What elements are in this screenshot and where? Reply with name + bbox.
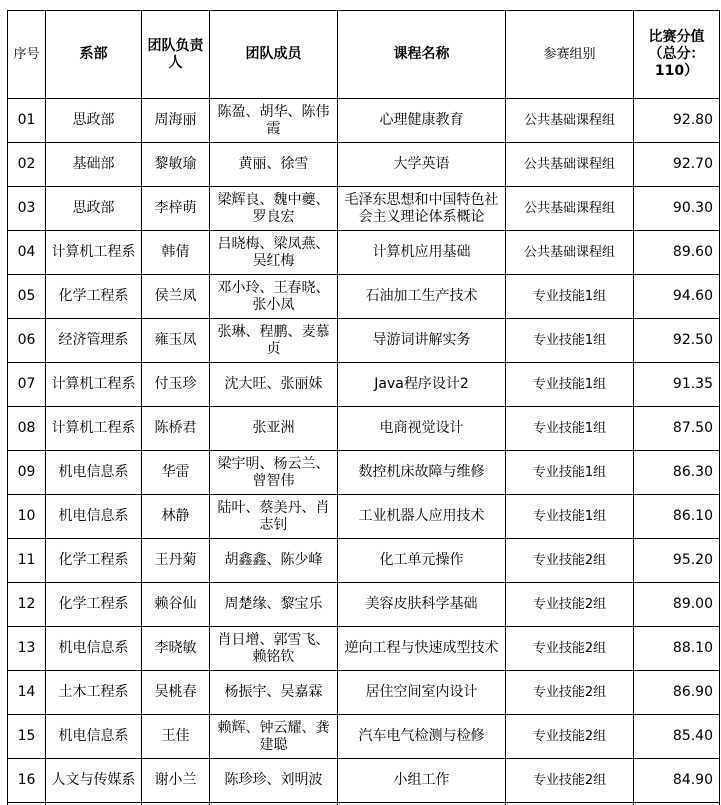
cell-no: 04 [8, 231, 46, 275]
cell-leader: 华雷 [142, 451, 210, 495]
cell-score: 94.60 [634, 275, 720, 319]
cell-group: 专业技能2组 [506, 715, 634, 759]
cell-no: 16 [8, 759, 46, 803]
cell-score: 89.00 [634, 583, 720, 627]
cell-members: 肖日增、郭雪飞、赖铭钦 [210, 627, 338, 671]
cell-score: 91.35 [634, 363, 720, 407]
cell-group: 专业技能2组 [506, 583, 634, 627]
cell-members: 梁宇明、杨云兰、曾智伟 [210, 451, 338, 495]
cell-dept: 经济管理系 [46, 319, 142, 363]
cell-group: 专业技能1组 [506, 451, 634, 495]
cell-course: 美容皮肤科学基础 [338, 583, 506, 627]
cell-group: 专业技能2组 [506, 627, 634, 671]
cell-members: 邓小玲、王春晓、张小凤 [210, 275, 338, 319]
cell-leader: 李晓敏 [142, 627, 210, 671]
cell-leader: 陈桥君 [142, 407, 210, 451]
cell-members: 梁辉良、魏中夔、罗良宏 [210, 187, 338, 231]
cell-score: 86.30 [634, 451, 720, 495]
header-score: 比赛分值（总分：110） [634, 11, 720, 99]
table-row [8, 539, 720, 583]
cell-score: 87.50 [634, 407, 720, 451]
cell-members: 吕晓梅、梁凤燕、吴红梅 [210, 231, 338, 275]
header-group: 参赛组别 [506, 11, 634, 99]
cell-leader: 赖谷仙 [142, 583, 210, 627]
cell-members: 陆叶、蔡美丹、肖志钊 [210, 495, 338, 539]
table-row [8, 451, 720, 495]
cell-group: 专业技能2组 [506, 671, 634, 715]
cell-dept: 思政部 [46, 187, 142, 231]
table-row [8, 407, 720, 451]
cell-group: 专业技能2组 [506, 539, 634, 583]
cell-dept: 化学工程系 [46, 583, 142, 627]
cell-group: 公共基础课程组 [506, 231, 634, 275]
cell-leader: 李梓萌 [142, 187, 210, 231]
cell-course: 居住空间室内设计 [338, 671, 506, 715]
cell-no: 11 [8, 539, 46, 583]
cell-score: 86.90 [634, 671, 720, 715]
cell-no: 14 [8, 671, 46, 715]
cell-dept: 机电信息系 [46, 715, 142, 759]
cell-score: 92.70 [634, 143, 720, 187]
cell-no: 01 [8, 99, 46, 143]
cell-group: 公共基础课程组 [506, 187, 634, 231]
cell-members: 陈珍珍、刘明波 [210, 759, 338, 803]
cell-leader: 侯兰凤 [142, 275, 210, 319]
cell-score: 95.20 [634, 539, 720, 583]
cell-dept: 计算机工程系 [46, 407, 142, 451]
cell-course: 计算机应用基础 [338, 231, 506, 275]
cell-members: 陈盈、胡华、陈伟霞 [210, 99, 338, 143]
cell-dept: 机电信息系 [46, 495, 142, 539]
table-row [8, 715, 720, 759]
table-row [8, 187, 720, 231]
cell-dept: 计算机工程系 [46, 363, 142, 407]
cell-leader: 韩倩 [142, 231, 210, 275]
cell-course: 大学英语 [338, 143, 506, 187]
cell-leader: 林静 [142, 495, 210, 539]
cell-score: 90.30 [634, 187, 720, 231]
table-row [8, 275, 720, 319]
cell-course: 石油加工生产技术 [338, 275, 506, 319]
table-row [8, 231, 720, 275]
table-row [8, 319, 720, 363]
cell-dept: 土木工程系 [46, 671, 142, 715]
cell-no: 03 [8, 187, 46, 231]
cell-course: 电商视觉设计 [338, 407, 506, 451]
cell-course: 小组工作 [338, 759, 506, 803]
cell-leader: 吴桃春 [142, 671, 210, 715]
cell-leader: 付玉珍 [142, 363, 210, 407]
cell-dept: 化学工程系 [46, 539, 142, 583]
cell-members: 赖辉、钟云耀、龚建聪 [210, 715, 338, 759]
cell-course: 毛泽东思想和中国特色社会主义理论体系概论 [338, 187, 506, 231]
table-row [8, 627, 720, 671]
cell-course: 化工单元操作 [338, 539, 506, 583]
cell-group: 公共基础课程组 [506, 143, 634, 187]
cell-members: 胡鑫鑫、陈少峰 [210, 539, 338, 583]
cell-leader: 黎敏瑜 [142, 143, 210, 187]
cell-group: 专业技能1组 [506, 363, 634, 407]
cell-dept: 机电信息系 [46, 627, 142, 671]
cell-no: 05 [8, 275, 46, 319]
cell-no: 12 [8, 583, 46, 627]
cell-members: 张琳、程鹏、麦慕贞 [210, 319, 338, 363]
header-dept: 系部 [46, 11, 142, 99]
table-row [8, 671, 720, 715]
cell-no: 13 [8, 627, 46, 671]
cell-course: 数控机床故障与维修 [338, 451, 506, 495]
cell-course: 工业机器人应用技术 [338, 495, 506, 539]
cell-score: 92.50 [634, 319, 720, 363]
cell-no: 15 [8, 715, 46, 759]
cell-dept: 化学工程系 [46, 275, 142, 319]
cell-score: 84.90 [634, 759, 720, 803]
cell-no: 02 [8, 143, 46, 187]
cell-course: Java程序设计2 [338, 363, 506, 407]
cell-group: 公共基础课程组 [506, 99, 634, 143]
cell-members: 黄丽、徐雪 [210, 143, 338, 187]
cell-group: 专业技能2组 [506, 759, 634, 803]
cell-no: 06 [8, 319, 46, 363]
cell-group: 专业技能1组 [506, 495, 634, 539]
table-row [8, 495, 720, 539]
results-table [7, 10, 720, 805]
cell-leader: 谢小兰 [142, 759, 210, 803]
cell-members: 张亚洲 [210, 407, 338, 451]
cell-group: 专业技能1组 [506, 275, 634, 319]
cell-dept: 计算机工程系 [46, 231, 142, 275]
header-no: 序号 [8, 11, 46, 99]
table-row [8, 363, 720, 407]
table-row [8, 99, 720, 143]
cell-course: 心理健康教育 [338, 99, 506, 143]
cell-score: 86.10 [634, 495, 720, 539]
header-row [8, 11, 720, 99]
cell-score: 88.10 [634, 627, 720, 671]
cell-leader: 雍玉凤 [142, 319, 210, 363]
cell-leader: 周海丽 [142, 99, 210, 143]
cell-group: 专业技能1组 [506, 319, 634, 363]
cell-course: 导游词讲解实务 [338, 319, 506, 363]
cell-members: 杨振宇、吴嘉霖 [210, 671, 338, 715]
cell-score: 89.60 [634, 231, 720, 275]
cell-leader: 王丹菊 [142, 539, 210, 583]
table-row [8, 143, 720, 187]
table-row [8, 759, 720, 803]
cell-group: 专业技能1组 [506, 407, 634, 451]
cell-no: 08 [8, 407, 46, 451]
table-body [8, 99, 720, 805]
cell-dept: 基础部 [46, 143, 142, 187]
cell-no: 07 [8, 363, 46, 407]
cell-no: 10 [8, 495, 46, 539]
cell-score: 92.80 [634, 99, 720, 143]
cell-course: 汽车电气检测与检修 [338, 715, 506, 759]
header-members: 团队成员 [210, 11, 338, 99]
cell-no: 09 [8, 451, 46, 495]
cell-leader: 王佳 [142, 715, 210, 759]
cell-members: 周楚缘、黎宝乐 [210, 583, 338, 627]
cell-members: 沈大旺、张丽妹 [210, 363, 338, 407]
header-leader: 团队负责人 [142, 11, 210, 99]
header-course: 课程名称 [338, 11, 506, 99]
table-row [8, 583, 720, 627]
cell-score: 85.40 [634, 715, 720, 759]
cell-dept: 人文与传媒系 [46, 759, 142, 803]
cell-course: 逆向工程与快速成型技术 [338, 627, 506, 671]
cell-dept: 机电信息系 [46, 451, 142, 495]
cell-dept: 思政部 [46, 99, 142, 143]
